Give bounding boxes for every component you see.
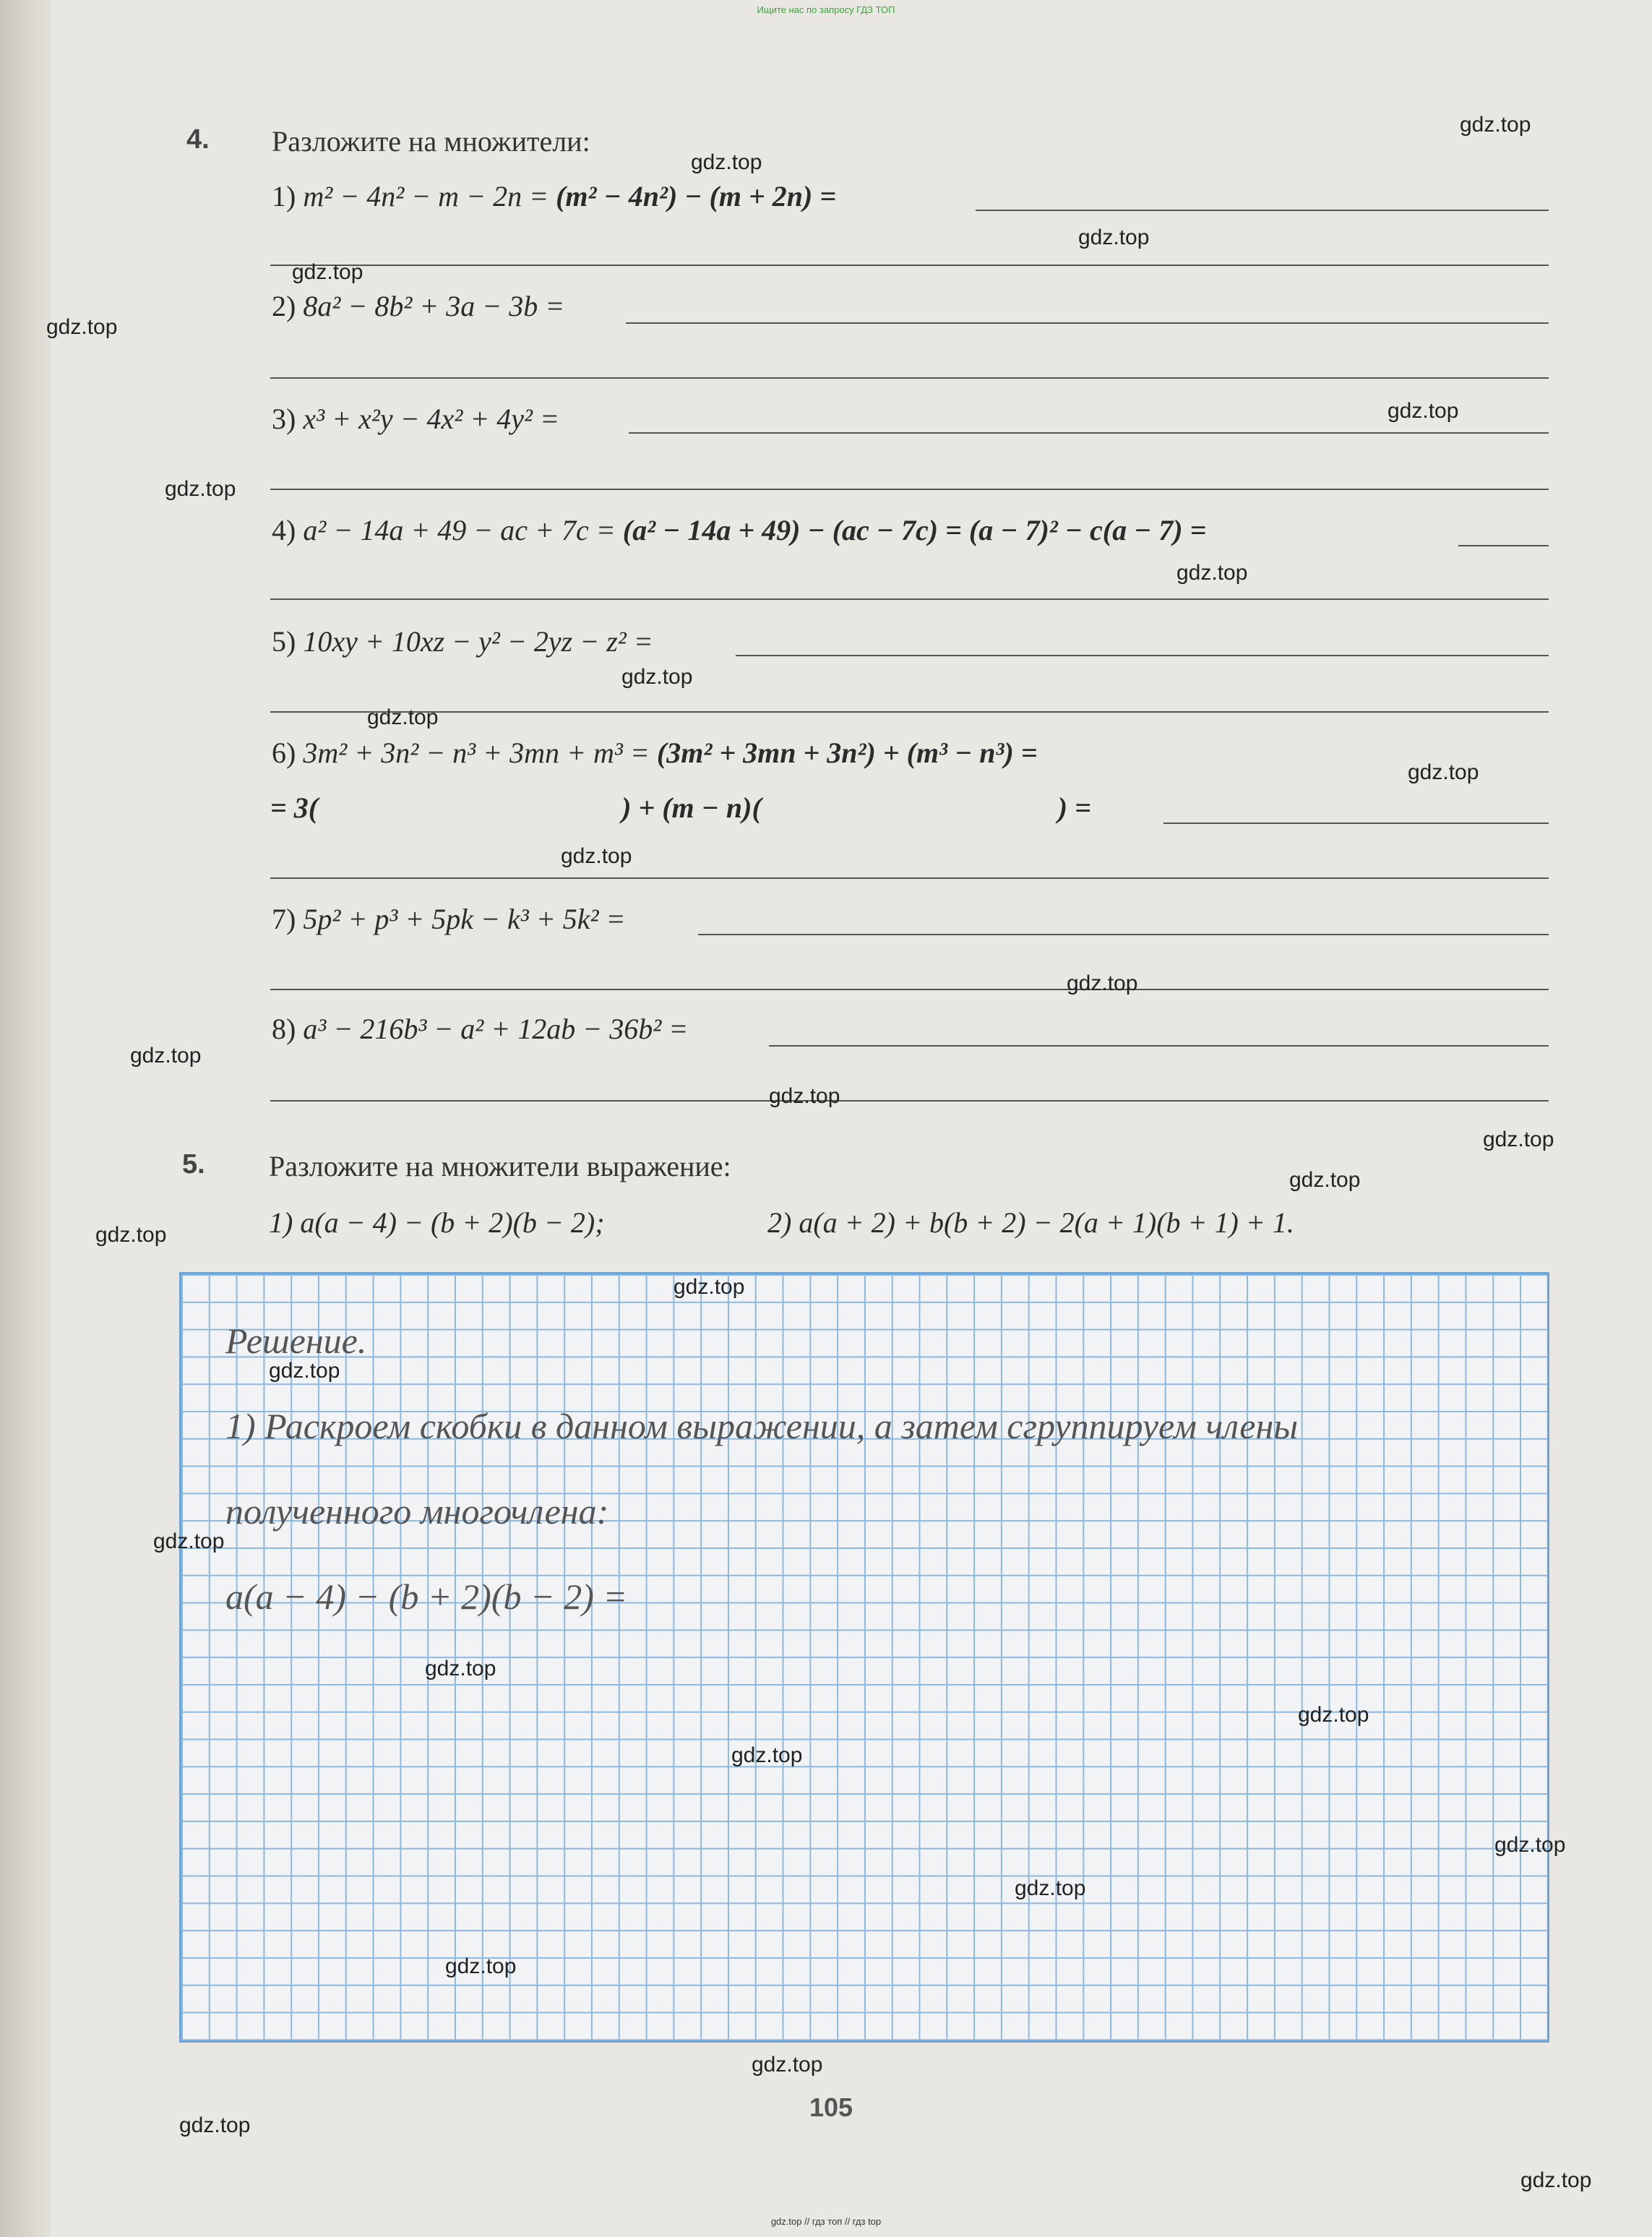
task-4-item-2: 2) 8a² − 8b² + 3a − 3b = — [272, 290, 565, 322]
watermark: gdz.top — [769, 1084, 840, 1108]
watermark: gdz.top — [46, 315, 118, 339]
page-number: 105 — [809, 2092, 853, 2122]
answer-line[interactable] — [270, 265, 1549, 266]
watermark: gdz.top — [292, 260, 363, 284]
watermark: gdz.top — [1015, 1876, 1086, 1900]
watermark: gdz.top — [425, 1657, 496, 1680]
watermark: gdz.top — [179, 2113, 251, 2137]
answer-line[interactable] — [769, 1045, 1549, 1047]
answer-line[interactable] — [270, 598, 1549, 600]
watermark: gdz.top — [561, 844, 632, 868]
task-5-title: Разложите на множители выражение: — [269, 1150, 731, 1182]
task-4-item-6: 6) 3m² + 3n² − n³ + 3mn + m³ = (3m² + 3mn + 3n²) + (m³ − n³) = — [272, 737, 1038, 769]
watermark: gdz.top — [269, 1359, 340, 1383]
watermark: gdz.top — [445, 1954, 517, 1978]
task-4-item-8: 8) a³ − 216b³ − a² + 12ab − 36b² = — [272, 1013, 689, 1045]
bottom-banner[interactable]: gdz.top // гдз топ // гдз top — [770, 2216, 882, 2227]
solution-heading: Решение. — [225, 1321, 367, 1361]
grid-answer-area[interactable] — [179, 1272, 1549, 2043]
answer-line[interactable] — [629, 432, 1549, 434]
answer-line[interactable] — [270, 1100, 1549, 1102]
task-4-item-4: 4) a² − 14a + 49 − ac + 7c = (a² − 14a + 49) − (ac − 7c) = (a − 7)² − c(a − 7) = — [272, 514, 1207, 546]
solution-line-3: a(a − 4) − (b + 2)(b − 2) = — [225, 1576, 628, 1617]
watermark: gdz.top — [1483, 1128, 1554, 1151]
watermark: gdz.top — [1176, 561, 1248, 585]
answer-line[interactable] — [270, 989, 1549, 990]
watermark: gdz.top — [752, 2053, 823, 2077]
watermark: gdz.top — [1408, 760, 1479, 784]
watermark: gdz.top — [367, 705, 439, 729]
task-4-title: Разложите на множители: — [272, 125, 590, 158]
watermark: gdz.top — [1460, 113, 1531, 137]
answer-line[interactable] — [270, 711, 1549, 713]
top-banner[interactable]: Ищите нас по запросу ГДЗ ТОП — [757, 4, 895, 15]
task-4-item-1: 1) m² − 4n² − m − 2n = (m² − 4n²) − (m + 2n) = — [272, 180, 837, 212]
task-5-item-1: 1) a(a − 4) − (b + 2)(b − 2); — [269, 1206, 605, 1239]
answer-line[interactable] — [626, 322, 1549, 324]
watermark: gdz.top — [130, 1044, 202, 1068]
task-4-item-6-line-2: = 3( ) + (m − n)( ) = — [270, 791, 1091, 824]
page-binding-shadow — [0, 0, 51, 2237]
solution-line-2: полученного многочлена: — [225, 1491, 609, 1532]
watermark: gdz.top — [1388, 399, 1459, 423]
answer-line[interactable] — [698, 934, 1549, 935]
watermark: gdz.top — [165, 477, 236, 501]
watermark: gdz.top — [95, 1223, 167, 1247]
watermark: gdz.top — [674, 1275, 745, 1299]
answer-line[interactable] — [270, 877, 1549, 879]
watermark: gdz.top — [1494, 1833, 1566, 1857]
answer-line[interactable] — [270, 489, 1549, 490]
watermark: gdz.top — [153, 1529, 225, 1553]
answer-line[interactable] — [1163, 823, 1549, 824]
watermark: gdz.top — [621, 665, 693, 689]
watermark: gdz.top — [1289, 1168, 1361, 1192]
solution-line-1: 1) Раскроем скобки в данном выражении, а затем сгруппируем члены — [225, 1406, 1299, 1446]
task-5-number: 5. — [182, 1149, 205, 1180]
watermark: gdz.top — [691, 150, 762, 174]
task-4-number: 4. — [186, 124, 210, 155]
task-4-item-3: 3) x³ + x²y − 4x² + 4y² = — [272, 403, 560, 435]
watermark: gdz.top — [1298, 1703, 1369, 1727]
answer-line[interactable] — [736, 655, 1549, 656]
watermark: gdz.top — [731, 1743, 803, 1767]
task-4-item-5: 5) 10xy + 10xz − y² − 2yz − z² = — [272, 625, 653, 658]
answer-line[interactable] — [270, 377, 1549, 379]
task-4-item-7: 7) 5p² + p³ + 5pk − k³ + 5k² = — [272, 903, 626, 935]
watermark: gdz.top — [1067, 971, 1138, 995]
answer-line[interactable] — [976, 210, 1549, 211]
watermark: gdz.top — [1078, 226, 1150, 249]
task-5-item-2: 2) a(a + 2) + b(b + 2) − 2(a + 1)(b + 1) + 1. — [767, 1206, 1294, 1239]
answer-line[interactable] — [1458, 545, 1549, 546]
watermark: gdz.top — [1520, 2168, 1592, 2192]
